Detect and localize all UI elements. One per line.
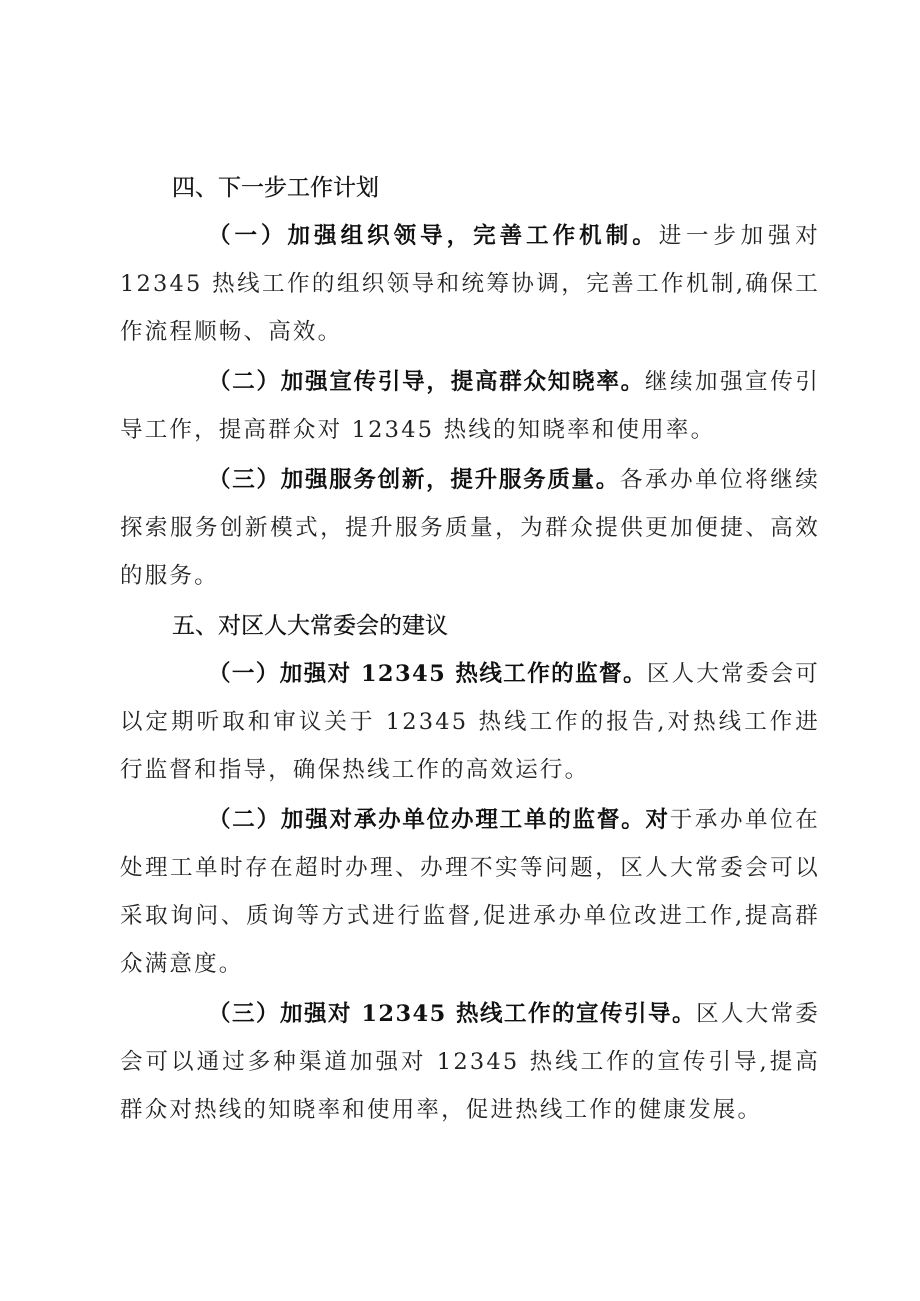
paragraph-lead: （一）加强对 12345 热线工作的监督。 — [208, 661, 647, 687]
paragraph-lead: （二）加强宣传引导，提高群众知晓率。 — [208, 369, 645, 395]
paragraph-body: 继续加强宣传引导工作，提高群众对 12345 热线的知晓率和使用率。 — [120, 369, 820, 443]
section-heading-suggestions: 五、对区人大常委会的建议 — [172, 613, 448, 639]
paragraph-lead: （三）加强对 12345 热线工作的宣传引导。 — [208, 1001, 697, 1027]
paragraph-lead: （一）加强组织领导，完善工作机制。 — [208, 223, 659, 249]
paragraph-workorder-supervision — [120, 796, 820, 988]
paragraph-publicity — [120, 358, 820, 454]
paragraph-body: 于承办单位在处理工单时存在超时办理、办理不实等问题，区人大常委会可以采取询问、质询等方式进行监督,促进承办单位改进工作,提高群众满意度。 — [120, 807, 820, 977]
paragraph-body: 进一步加强对12345 热线工作的组织领导和统筹协调，完善工作机制,确保工作流程顺畅、高效。 — [120, 223, 820, 345]
paragraph-lead: （三）加强服务创新，提升服务质量。 — [208, 467, 621, 493]
paragraph-body: 各承办单位将继续探索服务创新模式，提升服务质量，为群众提供更加便捷、高效的服务。 — [120, 467, 820, 589]
paragraph-lead: （二）加强对承办单位办理工单的监督。对 — [208, 807, 670, 833]
paragraph-body: 区人大常委会可以通过多种渠道加强对 12345 热线工作的宣传引导,提高群众对热线的知晓率和使用率，促进热线工作的健康发展。 — [120, 1001, 820, 1123]
paragraph-hotline-publicity — [120, 990, 820, 1134]
paragraph-hotline-supervision — [120, 650, 820, 794]
section-heading-next-steps: 四、下一步工作计划 — [172, 175, 379, 201]
paragraph-body: 区人大常委会可以定期听取和审议关于 12345 热线工作的报告,对热线工作进行监督和指导，确保热线工作的高效运行。 — [120, 661, 820, 783]
document-page — [120, 164, 820, 1134]
paragraph-service-innovation — [120, 456, 820, 600]
paragraph-org-leadership — [120, 212, 820, 356]
